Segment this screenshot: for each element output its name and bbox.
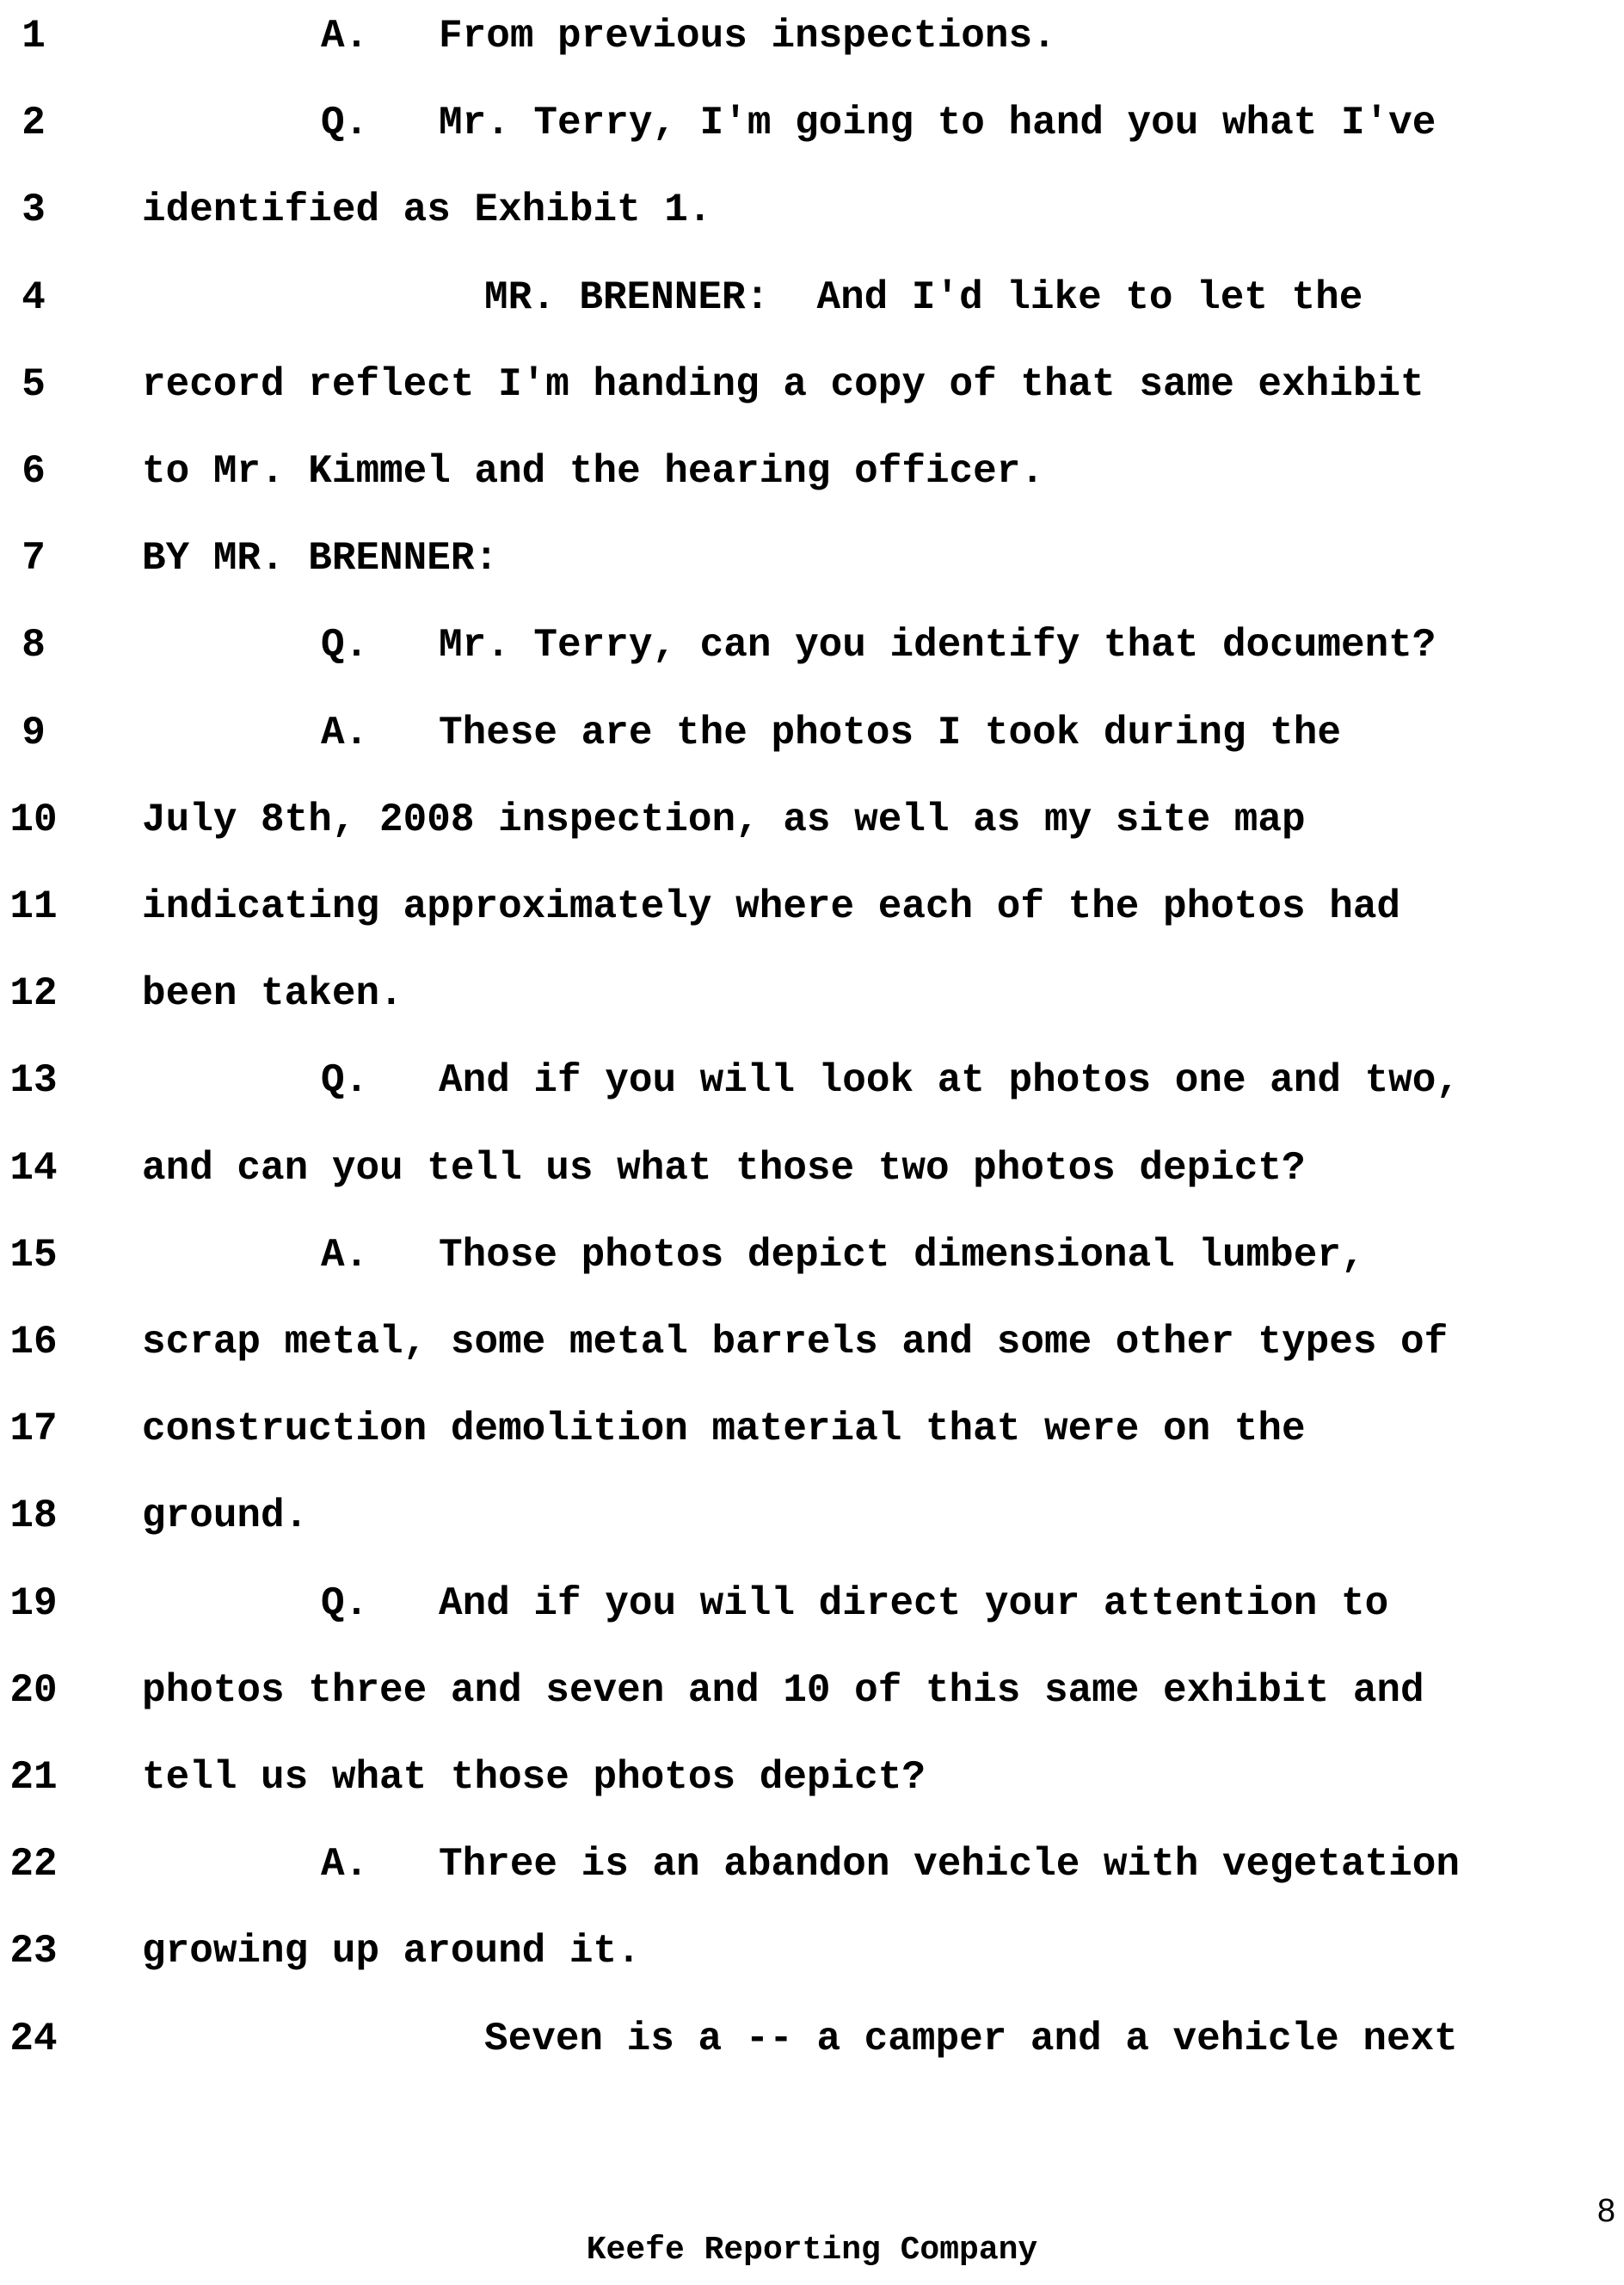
speaker-label: Q. bbox=[321, 1058, 369, 1104]
transcript-line bbox=[0, 785, 1624, 872]
line-body: tell us what those photos depict? bbox=[142, 1755, 926, 1800]
line-body: July 8th, 2008 inspection, as well as my site map bbox=[142, 797, 1306, 842]
line-number: 13 bbox=[9, 1058, 58, 1104]
transcript-line bbox=[0, 1308, 1624, 1395]
transcript-line bbox=[0, 1221, 1624, 1308]
line-text bbox=[321, 1569, 1388, 1638]
line-number: 17 bbox=[9, 1407, 58, 1452]
line-number: 11 bbox=[9, 884, 58, 929]
line-number: 24 bbox=[9, 2016, 58, 2061]
speaker-label: A. bbox=[321, 14, 369, 59]
line-body: construction demolition material that were on the bbox=[142, 1407, 1306, 1452]
line-body: growing up around it. bbox=[142, 1929, 641, 1974]
transcript-line bbox=[0, 2005, 1624, 2091]
line-text bbox=[142, 959, 403, 1028]
transcript-line bbox=[0, 1656, 1624, 1743]
line-number: 12 bbox=[9, 971, 58, 1017]
line-body: record reflect I'm handing a copy of that same exhibit bbox=[142, 361, 1424, 407]
line-text bbox=[142, 176, 712, 244]
line-text bbox=[142, 872, 1400, 941]
line-number: 5 bbox=[22, 361, 46, 407]
transcript-line bbox=[0, 1481, 1624, 1568]
line-text bbox=[142, 785, 1306, 854]
line-text bbox=[321, 699, 1341, 767]
transcript-line bbox=[0, 1046, 1624, 1133]
line-body: been taken. bbox=[142, 971, 403, 1017]
reporting-company-footer: Keefe Reporting Company bbox=[586, 2232, 1038, 2269]
line-text bbox=[321, 2, 1056, 71]
transcript-line bbox=[0, 1134, 1624, 1221]
line-number: 21 bbox=[9, 1755, 58, 1800]
transcript-line bbox=[0, 1917, 1624, 2004]
line-body: to Mr. Kimmel and the hearing officer. bbox=[142, 449, 1044, 494]
speaker-label: A. bbox=[321, 1232, 369, 1278]
line-text bbox=[142, 1395, 1306, 1463]
line-text bbox=[484, 263, 1363, 332]
line-text bbox=[142, 1134, 1306, 1203]
transcript-line bbox=[0, 959, 1624, 1046]
line-body: Three is an abandon vehicle with vegetation bbox=[439, 1842, 1460, 1888]
line-text bbox=[321, 89, 1436, 157]
line-text bbox=[142, 437, 1044, 506]
line-body: ground. bbox=[142, 1494, 309, 1539]
speaker-label: Q. bbox=[321, 1580, 369, 1626]
line-body: Those photos depict dimensional lumber, bbox=[439, 1232, 1365, 1278]
line-number: 23 bbox=[9, 1929, 58, 1974]
line-text bbox=[321, 1830, 1460, 1899]
transcript-line bbox=[0, 699, 1624, 785]
line-body: and can you tell us what those two photos depict? bbox=[142, 1145, 1306, 1191]
transcript-line bbox=[0, 1569, 1624, 1656]
line-number: 16 bbox=[9, 1320, 58, 1364]
line-text bbox=[321, 1046, 1460, 1115]
line-body: These are the photos I took during the bbox=[439, 710, 1341, 755]
speaker-label: Q. bbox=[321, 101, 369, 146]
line-body: From previous inspections. bbox=[439, 14, 1056, 59]
line-text bbox=[484, 2005, 1458, 2073]
line-body: identified as Exhibit 1. bbox=[142, 188, 712, 233]
speaker-label: Q. bbox=[321, 623, 369, 668]
line-text bbox=[142, 1917, 641, 1986]
line-body: Mr. Terry, I'm going to hand you what I've bbox=[439, 101, 1436, 146]
line-text bbox=[142, 1743, 926, 1812]
line-number: 10 bbox=[9, 797, 58, 842]
line-number: 9 bbox=[22, 710, 46, 755]
line-text bbox=[321, 1221, 1365, 1290]
line-body: photos three and seven and 10 of this same exhibit and bbox=[142, 1667, 1424, 1713]
line-body: Seven is a -- a camper and a vehicle next bbox=[484, 2016, 1458, 2061]
transcript-line bbox=[0, 1395, 1624, 1481]
line-number: 7 bbox=[22, 536, 46, 582]
line-number: 4 bbox=[22, 274, 46, 320]
line-number: 18 bbox=[9, 1494, 58, 1539]
line-text bbox=[142, 1481, 308, 1550]
transcript-line bbox=[0, 89, 1624, 176]
transcript-line bbox=[0, 437, 1624, 524]
transcript-line bbox=[0, 263, 1624, 350]
transcript-line bbox=[0, 1743, 1624, 1830]
line-body: Mr. Terry, can you identify that document? bbox=[439, 623, 1436, 668]
line-body: MR. BRENNER: And I'd like to let the bbox=[484, 274, 1363, 320]
line-body: And if you will look at photos one and two, bbox=[439, 1058, 1460, 1104]
line-number: 22 bbox=[9, 1842, 58, 1888]
line-text bbox=[142, 350, 1424, 419]
line-text bbox=[142, 1656, 1424, 1725]
line-number: 3 bbox=[22, 188, 46, 233]
transcript-line bbox=[0, 176, 1624, 262]
transcript-line bbox=[0, 350, 1624, 437]
transcript-line bbox=[0, 1830, 1624, 1917]
line-text bbox=[142, 1308, 1448, 1377]
line-number: 15 bbox=[9, 1232, 58, 1278]
line-number: 6 bbox=[22, 449, 46, 494]
transcript-line bbox=[0, 872, 1624, 959]
line-number: 2 bbox=[22, 101, 46, 146]
page-number: 8 bbox=[1596, 2193, 1615, 2229]
line-body: indicating approximately where each of the photos had bbox=[142, 884, 1401, 929]
line-number: 1 bbox=[22, 14, 46, 59]
line-body: scrap metal, some metal barrels and some other types of bbox=[142, 1320, 1449, 1364]
line-number: 19 bbox=[9, 1580, 58, 1626]
line-number: 20 bbox=[9, 1667, 58, 1713]
line-body: BY MR. BRENNER: bbox=[142, 536, 499, 582]
transcript-line bbox=[0, 524, 1624, 611]
transcript-line bbox=[0, 611, 1624, 698]
line-number: 14 bbox=[9, 1145, 58, 1191]
line-text bbox=[321, 611, 1436, 680]
speaker-label: A. bbox=[321, 710, 369, 755]
transcript-line bbox=[0, 2, 1624, 89]
line-text bbox=[142, 524, 498, 593]
line-body: And if you will direct your attention to bbox=[439, 1580, 1389, 1626]
speaker-label: A. bbox=[321, 1842, 369, 1888]
line-number: 8 bbox=[22, 623, 46, 668]
